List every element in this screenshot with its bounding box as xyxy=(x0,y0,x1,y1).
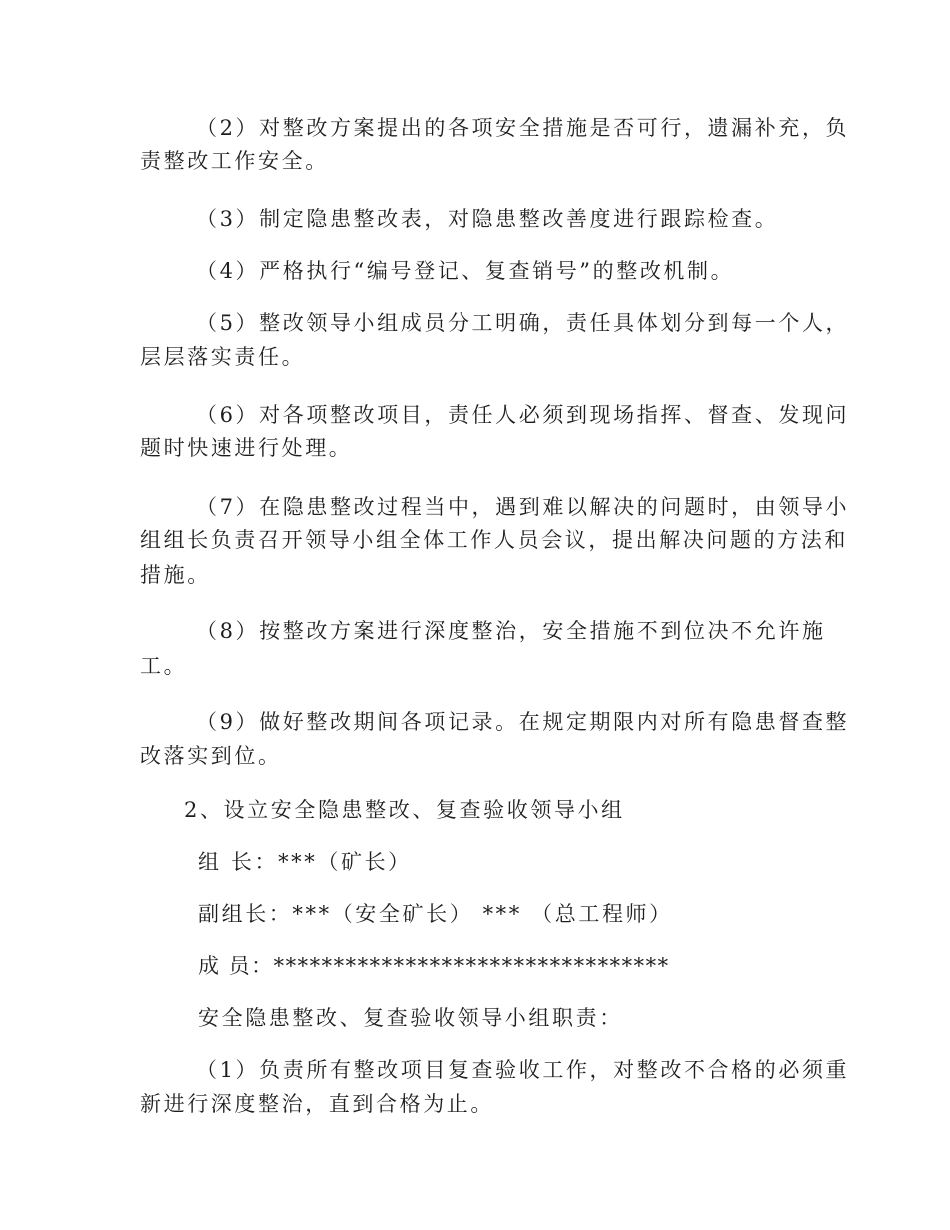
duties-title: 安全隐患整改、复查验收领导小组职责： xyxy=(198,1006,623,1030)
p7-line1: （7）在隐患整改过程当中，遇到难以解决的问题时，由领导小 xyxy=(196,495,850,519)
p7-line3: 措施。 xyxy=(140,563,211,587)
p7-line2: 组组长负责召开领导小组全体工作人员会议，提出解决问题的方法和 xyxy=(140,528,848,552)
p6-line2: 题时快速进行处理。 xyxy=(140,436,353,460)
p9-line1: （9）做好整改期间各项记录。在规定期限内对所有隐患督查整 xyxy=(196,710,850,734)
duty-1-line1: （1）负责所有整改项目复查验收工作，对整改不合格的必须重 xyxy=(196,1058,850,1082)
duty-1-line2: 新进行深度整治，直到合格为止。 xyxy=(140,1092,494,1116)
p6-line1: （6）对各项整改项目，责任人必须到现场指挥、督查、发现问 xyxy=(196,403,850,427)
group-members: 成 员：********************************* xyxy=(198,954,670,978)
p3-line1: （3）制定隐患整改表，对隐患整改善度进行跟踪检查。 xyxy=(196,207,779,231)
p8-line1: （8）按整改方案进行深度整治，安全措施不到位决不允许施 xyxy=(196,619,826,643)
p8-line2: 工。 xyxy=(140,654,188,678)
p2-line2: 责整改工作安全。 xyxy=(140,149,329,173)
p4-line1: （4）严格执行“编号登记、复查销号”的整改机制。 xyxy=(196,259,735,283)
p9-line2: 改落实到位。 xyxy=(140,744,282,768)
p2-line1: （2）对整改方案提出的各项安全措施是否可行，遗漏补充，负 xyxy=(196,116,850,140)
group-leader: 组 长：***（矿长） xyxy=(198,850,412,874)
p5-line2: 层层落实责任。 xyxy=(140,345,306,369)
p5-line1: （5）整改领导小组成员分工明确，责任具体划分到每一个人， xyxy=(196,311,850,335)
vice-group-leader: 副组长：***（安全矿长） *** （总工程师） xyxy=(198,902,673,926)
section-2-heading: 2、设立安全隐患整改、复查验收领导小组 xyxy=(184,798,625,822)
